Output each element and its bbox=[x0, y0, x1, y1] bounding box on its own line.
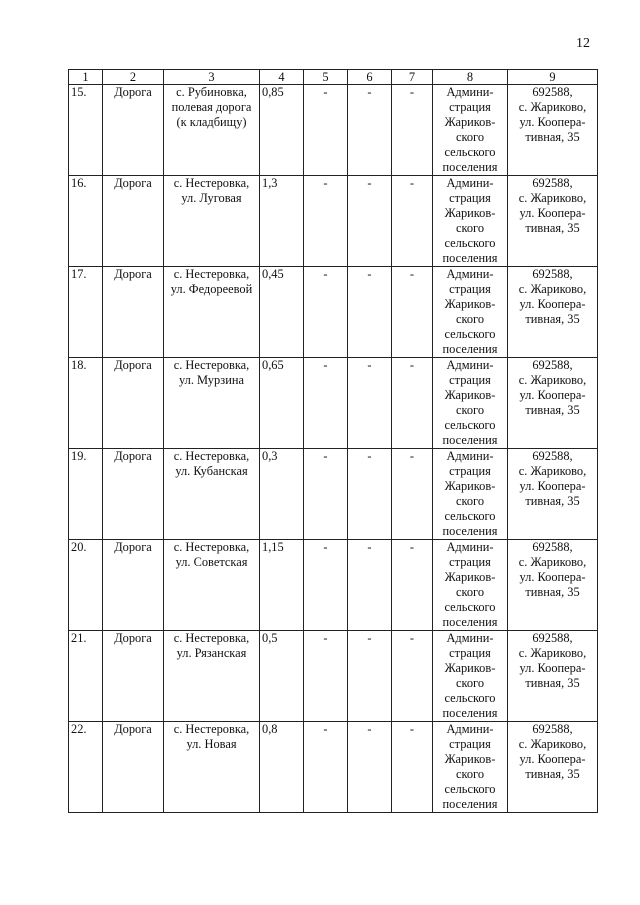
column-5-cell: - bbox=[304, 540, 348, 631]
address-cell-line: с. Жариково, bbox=[518, 282, 587, 296]
owner-cell-line: ского bbox=[455, 130, 485, 144]
row-number-cell: 18. bbox=[69, 358, 103, 449]
location-cell bbox=[164, 449, 260, 540]
owner-cell bbox=[433, 85, 508, 176]
owner-cell-line: ского bbox=[455, 676, 485, 690]
owner-cell-line: сельского bbox=[444, 509, 496, 523]
length-cell: 0,3 bbox=[260, 449, 304, 540]
location-cell-line: ул. Рязанская bbox=[176, 646, 247, 660]
owner-cell-line: Админи- bbox=[446, 267, 494, 281]
location-cell-line: ул. Федореевой bbox=[170, 282, 253, 296]
owner-cell-line: поселения bbox=[442, 797, 498, 811]
column-5-cell: - bbox=[304, 85, 348, 176]
owner-cell-line: ского bbox=[455, 221, 485, 235]
location-cell bbox=[164, 176, 260, 267]
owner-cell-line: страция bbox=[449, 100, 491, 114]
table-row bbox=[69, 540, 598, 631]
owner-cell-line: Жариков- bbox=[444, 661, 496, 675]
column-7-cell: - bbox=[392, 631, 433, 722]
owner-cell-line: сельского bbox=[444, 145, 496, 159]
row-number-cell: 20. bbox=[69, 540, 103, 631]
owner-cell-line: ского bbox=[455, 403, 485, 417]
column-6-cell: - bbox=[348, 176, 392, 267]
column-header: 8 bbox=[433, 70, 508, 85]
address-cell-line: ул. Коопера- bbox=[519, 752, 586, 766]
table-header-row bbox=[69, 70, 598, 85]
column-6-cell: - bbox=[348, 358, 392, 449]
column-5-cell: - bbox=[304, 631, 348, 722]
owner-cell-line: поселения bbox=[442, 433, 498, 447]
row-number-cell: 15. bbox=[69, 85, 103, 176]
column-7-cell: - bbox=[392, 540, 433, 631]
table-row bbox=[69, 722, 598, 813]
owner-cell-line: страция bbox=[449, 191, 491, 205]
address-cell-line: тивная, 35 bbox=[525, 221, 580, 235]
row-number-cell: 22. bbox=[69, 722, 103, 813]
row-number-cell: 19. bbox=[69, 449, 103, 540]
object-type-cell: Дорога bbox=[103, 85, 164, 176]
row-number-cell: 16. bbox=[69, 176, 103, 267]
column-6-cell: - bbox=[348, 449, 392, 540]
location-cell-line: с. Нестеровка, bbox=[173, 631, 250, 645]
road-registry-table bbox=[68, 69, 598, 813]
location-cell-line: с. Рубиновка, bbox=[176, 85, 247, 99]
owner-cell-line: Админи- bbox=[446, 631, 494, 645]
location-cell-line: ул. Кубанская bbox=[175, 464, 248, 478]
row-number-cell: 21. bbox=[69, 631, 103, 722]
address-cell-line: тивная, 35 bbox=[525, 585, 580, 599]
address-cell bbox=[508, 176, 598, 267]
column-header: 7 bbox=[392, 70, 433, 85]
column-header: 6 bbox=[348, 70, 392, 85]
location-cell bbox=[164, 85, 260, 176]
location-cell-line: с. Нестеровка, bbox=[173, 176, 250, 190]
object-type-cell: Дорога bbox=[103, 722, 164, 813]
address-cell-line: 692588, bbox=[532, 358, 573, 372]
column-6-cell: - bbox=[348, 540, 392, 631]
owner-cell-line: страция bbox=[449, 646, 491, 660]
owner-cell-line: поселения bbox=[442, 706, 498, 720]
owner-cell bbox=[433, 722, 508, 813]
column-header: 3 bbox=[164, 70, 260, 85]
owner-cell-line: Админи- bbox=[446, 358, 494, 372]
owner-cell bbox=[433, 449, 508, 540]
column-header: 2 bbox=[103, 70, 164, 85]
owner-cell-line: сельского bbox=[444, 691, 496, 705]
owner-cell-line: поселения bbox=[442, 160, 498, 174]
address-cell-line: с. Жариково, bbox=[518, 555, 587, 569]
address-cell bbox=[508, 540, 598, 631]
location-cell bbox=[164, 722, 260, 813]
column-5-cell: - bbox=[304, 176, 348, 267]
address-cell bbox=[508, 631, 598, 722]
column-header: 5 bbox=[304, 70, 348, 85]
column-7-cell: - bbox=[392, 449, 433, 540]
owner-cell bbox=[433, 358, 508, 449]
address-cell-line: тивная, 35 bbox=[525, 676, 580, 690]
table-row bbox=[69, 631, 598, 722]
column-header: 9 bbox=[508, 70, 598, 85]
owner-cell-line: страция bbox=[449, 282, 491, 296]
owner-cell-line: Жариков- bbox=[444, 388, 496, 402]
table-body bbox=[69, 85, 598, 813]
owner-cell-line: сельского bbox=[444, 782, 496, 796]
address-cell-line: ул. Коопера- bbox=[519, 388, 586, 402]
object-type-cell: Дорога bbox=[103, 176, 164, 267]
length-cell: 0,85 bbox=[260, 85, 304, 176]
column-header: 4 bbox=[260, 70, 304, 85]
owner-cell-line: Жариков- bbox=[444, 297, 496, 311]
table-row bbox=[69, 85, 598, 176]
location-cell bbox=[164, 540, 260, 631]
owner-cell-line: ского bbox=[455, 312, 485, 326]
location-cell bbox=[164, 358, 260, 449]
location-cell-line: с. Нестеровка, bbox=[173, 722, 250, 736]
address-cell-line: тивная, 35 bbox=[525, 494, 580, 508]
location-cell-line: с. Нестеровка, bbox=[173, 449, 250, 463]
owner-cell-line: Жариков- bbox=[444, 752, 496, 766]
address-cell-line: 692588, bbox=[532, 722, 573, 736]
address-cell bbox=[508, 722, 598, 813]
owner-cell-line: сельского bbox=[444, 418, 496, 432]
column-6-cell: - bbox=[348, 85, 392, 176]
location-cell-line: полевая дорога bbox=[171, 100, 252, 114]
column-header: 1 bbox=[69, 70, 103, 85]
address-cell-line: ул. Коопера- bbox=[519, 115, 586, 129]
location-cell-line: (к кладбищу) bbox=[176, 115, 247, 129]
address-cell bbox=[508, 85, 598, 176]
column-6-cell: - bbox=[348, 631, 392, 722]
object-type-cell: Дорога bbox=[103, 631, 164, 722]
table-row bbox=[69, 358, 598, 449]
owner-cell-line: страция bbox=[449, 737, 491, 751]
address-cell-line: с. Жариково, bbox=[518, 464, 587, 478]
table-row bbox=[69, 449, 598, 540]
owner-cell-line: сельского bbox=[444, 600, 496, 614]
location-cell-line: с. Нестеровка, bbox=[173, 358, 250, 372]
owner-cell bbox=[433, 540, 508, 631]
location-cell-line: с. Нестеровка, bbox=[173, 540, 250, 554]
owner-cell-line: Жариков- bbox=[444, 479, 496, 493]
address-cell-line: ул. Коопера- bbox=[519, 479, 586, 493]
location-cell bbox=[164, 267, 260, 358]
owner-cell-line: поселения bbox=[442, 251, 498, 265]
length-cell: 0,5 bbox=[260, 631, 304, 722]
owner-cell-line: страция bbox=[449, 464, 491, 478]
owner-cell-line: ского bbox=[455, 494, 485, 508]
owner-cell-line: поселения bbox=[442, 342, 498, 356]
column-7-cell: - bbox=[392, 176, 433, 267]
location-cell-line: ул. Новая bbox=[186, 737, 237, 751]
length-cell: 0,65 bbox=[260, 358, 304, 449]
column-5-cell: - bbox=[304, 358, 348, 449]
owner-cell-line: поселения bbox=[442, 524, 498, 538]
object-type-cell: Дорога bbox=[103, 540, 164, 631]
length-cell: 0,45 bbox=[260, 267, 304, 358]
address-cell-line: с. Жариково, bbox=[518, 737, 587, 751]
address-cell bbox=[508, 267, 598, 358]
address-cell-line: тивная, 35 bbox=[525, 312, 580, 326]
address-cell-line: с. Жариково, bbox=[518, 646, 587, 660]
object-type-cell: Дорога bbox=[103, 267, 164, 358]
column-5-cell: - bbox=[304, 449, 348, 540]
address-cell-line: 692588, bbox=[532, 267, 573, 281]
address-cell-line: 692588, bbox=[532, 449, 573, 463]
owner-cell-line: Жариков- bbox=[444, 115, 496, 129]
location-cell-line: ул. Советская bbox=[175, 555, 248, 569]
owner-cell bbox=[433, 267, 508, 358]
column-7-cell: - bbox=[392, 722, 433, 813]
owner-cell-line: Жариков- bbox=[444, 206, 496, 220]
address-cell-line: с. Жариково, bbox=[518, 100, 587, 114]
owner-cell-line: поселения bbox=[442, 615, 498, 629]
length-cell: 0,8 bbox=[260, 722, 304, 813]
address-cell-line: ул. Коопера- bbox=[519, 297, 586, 311]
owner-cell-line: Админи- bbox=[446, 722, 494, 736]
owner-cell-line: страция bbox=[449, 373, 491, 387]
owner-cell-line: Админи- bbox=[446, 540, 494, 554]
column-7-cell: - bbox=[392, 267, 433, 358]
owner-cell-line: сельского bbox=[444, 327, 496, 341]
location-cell bbox=[164, 631, 260, 722]
length-cell: 1,3 bbox=[260, 176, 304, 267]
column-5-cell: - bbox=[304, 722, 348, 813]
address-cell-line: тивная, 35 bbox=[525, 130, 580, 144]
owner-cell-line: Админи- bbox=[446, 449, 494, 463]
column-6-cell: - bbox=[348, 267, 392, 358]
address-cell-line: тивная, 35 bbox=[525, 767, 580, 781]
location-cell-line: ул. Луговая bbox=[181, 191, 242, 205]
address-cell-line: 692588, bbox=[532, 176, 573, 190]
address-cell-line: с. Жариково, bbox=[518, 373, 587, 387]
address-cell-line: ул. Коопера- bbox=[519, 661, 586, 675]
table-row bbox=[69, 176, 598, 267]
length-cell: 1,15 bbox=[260, 540, 304, 631]
column-7-cell: - bbox=[392, 358, 433, 449]
owner-cell-line: ского bbox=[455, 767, 485, 781]
address-cell-line: 692588, bbox=[532, 631, 573, 645]
column-5-cell: - bbox=[304, 267, 348, 358]
column-7-cell: - bbox=[392, 85, 433, 176]
owner-cell bbox=[433, 176, 508, 267]
address-cell-line: тивная, 35 bbox=[525, 403, 580, 417]
location-cell-line: с. Нестеровка, bbox=[173, 267, 250, 281]
owner-cell-line: ского bbox=[455, 585, 485, 599]
address-cell-line: ул. Коопера- bbox=[519, 206, 586, 220]
object-type-cell: Дорога bbox=[103, 358, 164, 449]
column-6-cell: - bbox=[348, 722, 392, 813]
page-number: 12 bbox=[576, 36, 590, 51]
address-cell bbox=[508, 449, 598, 540]
row-number-cell: 17. bbox=[69, 267, 103, 358]
owner-cell bbox=[433, 631, 508, 722]
location-cell-line: ул. Мурзина bbox=[179, 373, 244, 387]
owner-cell-line: Админи- bbox=[446, 176, 494, 190]
address-cell bbox=[508, 358, 598, 449]
object-type-cell: Дорога bbox=[103, 449, 164, 540]
address-cell-line: 692588, bbox=[532, 85, 573, 99]
address-cell-line: 692588, bbox=[532, 540, 573, 554]
address-cell-line: ул. Коопера- bbox=[519, 570, 586, 584]
owner-cell-line: Админи- bbox=[446, 85, 494, 99]
owner-cell-line: Жариков- bbox=[444, 570, 496, 584]
address-cell-line: с. Жариково, bbox=[518, 191, 587, 205]
owner-cell-line: страция bbox=[449, 555, 491, 569]
table-row bbox=[69, 267, 598, 358]
owner-cell-line: сельского bbox=[444, 236, 496, 250]
